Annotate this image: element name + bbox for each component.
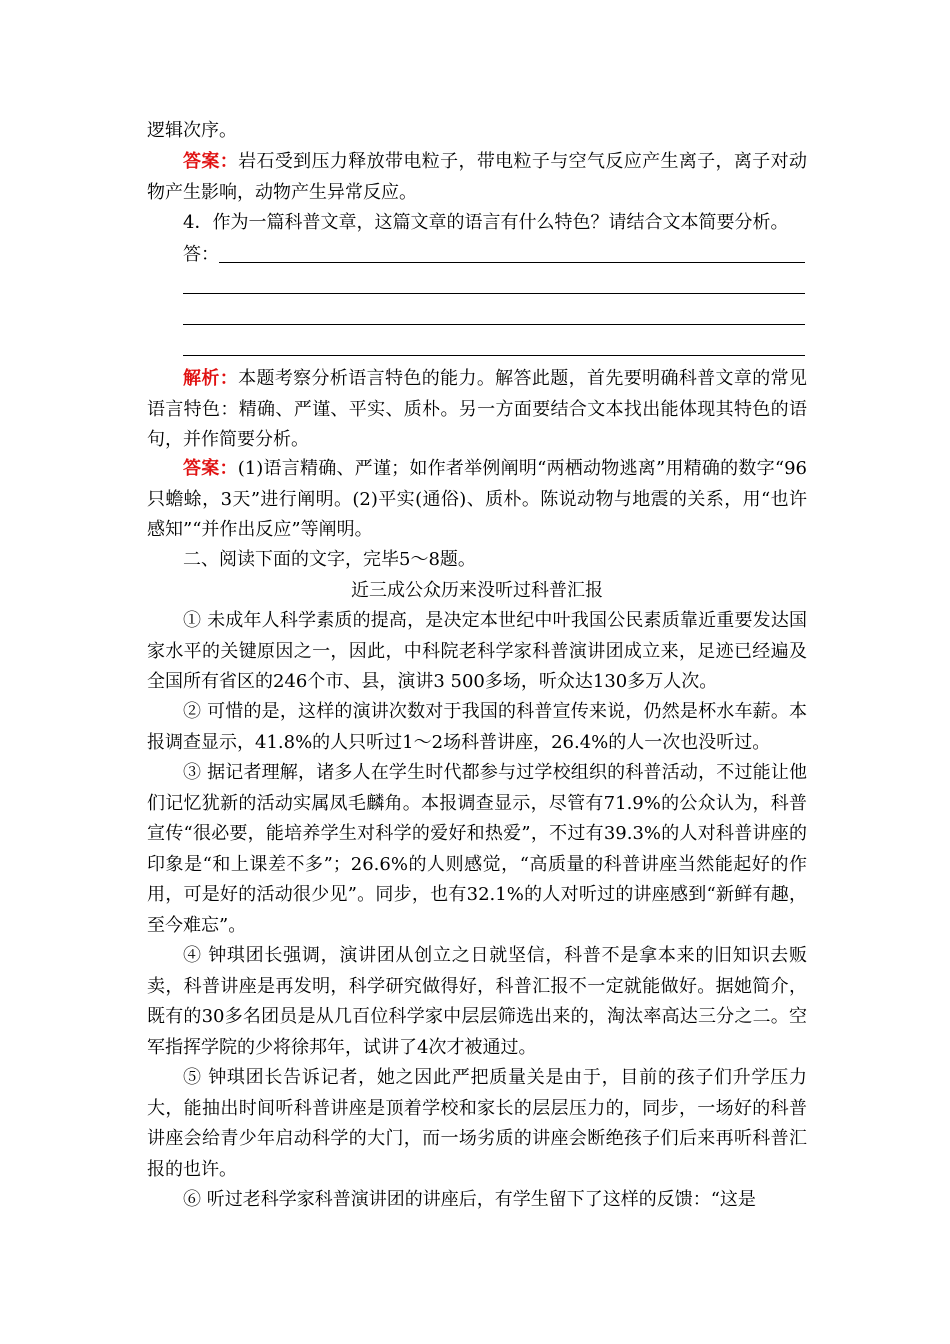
article-paragraph-3: ③ 据记者理解，诸多人在学生时代都参与过学校组织的科普活动，不过能让他们记忆犹新的活动实属凤毛麟角。本报调查显示，尽管有71.9%的公众认为，科普宣传“很必要，能培养学生对科学的爱好和热爱”，不过有39.3%的人对科普讲座的印象是“和上课差不多”；26.6%的人则感觉，“高质量的科普讲座当然能起好的作用，可是好的活动很少见”。同步，也有32.1%的人对听过的讲座感到“新鲜有趣，至今难忘”。 xyxy=(147,762,807,936)
section-heading: 二、阅读下面的文字，完毕5～8题。 xyxy=(183,549,476,570)
answer-blank-line xyxy=(183,324,805,325)
question-4: 4．作为一篇科普文章，这篇文章的语言有什么特色？请结合文本简要分析。 xyxy=(183,212,789,233)
article-paragraph-6: ⑥ 听过老科学家科普演讲团的讲座后，有学生留下了这样的反馈：“这是 xyxy=(183,1189,756,1210)
q3-tail: 逻辑次序。 xyxy=(147,120,237,141)
article-paragraph-1: ① 未成年人科学素质的提高，是决定本世纪中叶我国公民素质靠近重要发达国家水平的关键原因之一，因此，中科院老科学家科普演讲团成立来，足迹已经遍及全国所有省区的246个市、县，演讲3 500多场，听众达130多万人次。 xyxy=(147,610,807,692)
answer-blank-line xyxy=(183,293,805,294)
q3-answer xyxy=(147,147,807,208)
analysis-label: 解析： xyxy=(183,368,239,389)
article-paragraph-2: ② 可惜的是，这样的演讲次数对于我国的科普宣传来说，仍然是杯水车薪。本报调查显示，41.8%的人只听过1～2场科普讲座，26.4%的人一次也没听过。 xyxy=(147,701,807,753)
analysis-text: 本题考察分析语言特色的能力。解答此题，首先要明确科普文章的常见语言特色：精确、严谨、平实、质朴。另一方面要结合文本找出能体现其特色的语句，并作简要分析。 xyxy=(147,368,807,450)
answer-text: (1)语言精确、严谨；如作者举例阐明“两栖动物逃离”用精确的数字“96只蟾蜍，3天”进行阐明。(2)平实(通俗)、质朴。陈说动物与地震的关系，用“也许感知”“并作出反应”等阐明。 xyxy=(147,458,807,540)
article-title: 近三成公众历来没听过科普汇报 xyxy=(351,580,603,601)
article-paragraph-4: ④ 钟琪团长强调，演讲团从创立之日就坚信，科普不是拿本来的旧知识去贩卖，科普讲座是再发明，科学研究做得好，科普汇报不一定就能做好。据她简介，既有的30多名团员是从几百位科学家中层层筛选出来的，淘汰率高达三分之二。空军指挥学院的少将徐邦年，试讲了4次才被通过。 xyxy=(147,945,807,1058)
q4-answer xyxy=(147,454,807,546)
answer-label: 答案： xyxy=(183,458,238,479)
answer-prompt: 答： xyxy=(183,244,219,265)
answer-text: 岩石受到压力释放带电粒子，带电粒子与空气反应产生离子，离子对动物产生影响，动物产生异常反应。 xyxy=(147,151,807,203)
answer-blank-line xyxy=(183,355,805,356)
q4-analysis xyxy=(147,364,807,456)
article-paragraph-5: ⑤ 钟琪团长告诉记者，她之因此严把质量关是由于，目前的孩子们升学压力大，能抽出时间听科普讲座是顶着学校和家长的层层压力的，同步，一场好的科普讲座会给青少年启动科学的大门，而一场劣质的讲座会断绝孩子们后来再听科普汇报的也许。 xyxy=(147,1067,807,1180)
answer-label: 答案： xyxy=(183,151,239,172)
answer-blank-line xyxy=(219,262,805,263)
